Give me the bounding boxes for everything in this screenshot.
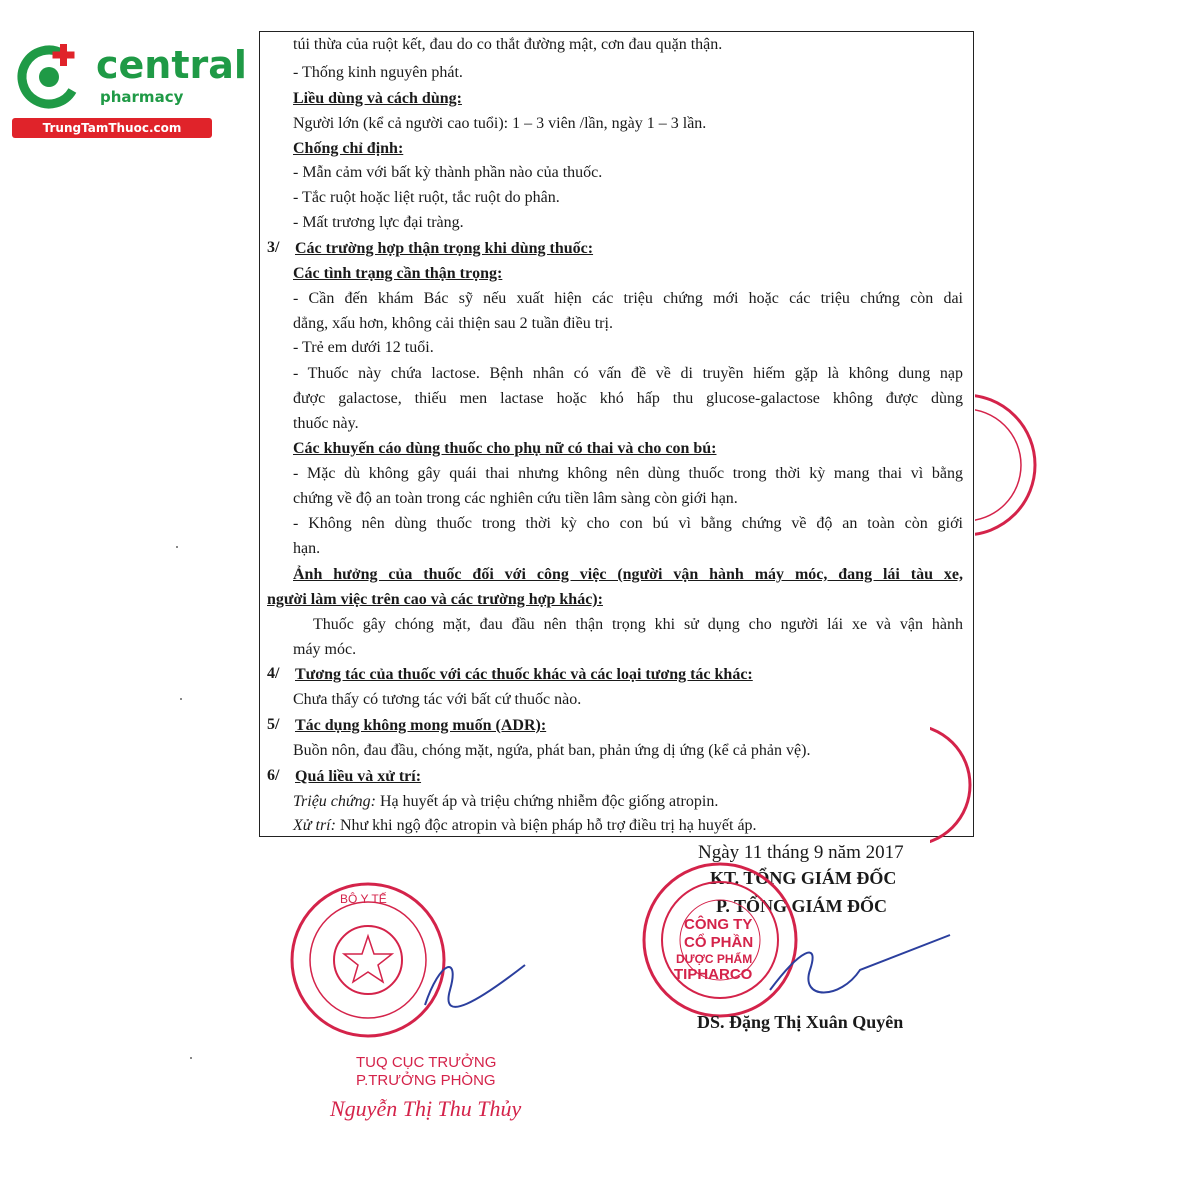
section-heading: Tác dụng không mong muốn (ADR): [295,717,547,734]
logo-name: central [96,43,247,87]
ministry-signer-name: Nguyễn Thị Thu Thủy [330,1096,522,1121]
stamp-text: DƯỢC PHẨM [676,952,753,966]
text-span: Như khi ngộ độc atropin và biện pháp hỗ trợ điều trị hạ huyết áp. [335,817,757,834]
ministry-signature [420,950,530,1020]
ministry-stamp-text: BỘ Y TẾ [340,892,387,906]
partial-stamp-right-top [975,385,1045,545]
scan-speck [180,698,182,700]
signatory-title-2: P. TỔNG GIÁM ĐỐC [716,896,888,916]
text-line: - Mặc dù không gây quái thai nhưng không nên dùng thuốc trong thời kỳ mang thai vì bằng [293,465,963,482]
central-pharmacy-logo [10,38,247,138]
section-number: 3/ [267,239,280,256]
text-line: - Không nên dùng thuốc trong thời kỳ cho con bú vì bằng chứng về độ an toàn còn giới [293,515,963,532]
text-line [293,792,718,812]
text-line [293,816,757,836]
text-line: được galactose, thiếu men lactase hoặc khó hấp thu glucose-galactose không được dùng [293,390,963,407]
signatory-name: DS. Đặng Thị Xuân Quyên [697,1012,904,1032]
subsection-heading: người làm việc trên cao và các trường hợp khác): [267,591,603,608]
subsection-heading: Các tình trạng cần thận trọng: [293,265,503,282]
text-line: Buồn nôn, đau đầu, chóng mặt, ngứa, phát ban, phản ứng dị ứng (kể cả phản vệ). [293,742,811,759]
text-line: - Trẻ em dưới 12 tuổi. [293,339,434,356]
subsection-heading: Ảnh hưởng của thuốc đối với công việc (người vận hành máy móc, đang lái tàu xe, [293,566,963,583]
section-number: 6/ [267,767,280,784]
scan-speck [176,546,178,548]
company-signature [760,930,960,1010]
logo-url[interactable]: TrungTamThuoc.com [12,118,212,138]
text-line: - Thống kinh nguyên phát. [293,64,463,81]
ministry-title-1: TUQ CỤC TRƯỞNG [356,1054,497,1071]
text-line: chứng về độ an toàn trong các nghiên cứu tiền lâm sàng còn giới hạn. [293,490,738,507]
section-number: 5/ [267,716,280,733]
stamp-text: TIPHARCO [674,966,753,983]
signing-date: Ngày 11 tháng 9 năm 2017 [698,842,904,863]
italic-label: Triệu chứng: [293,793,376,810]
text-line: dẳng, xấu hơn, không cải thiện sau 2 tuần điều trị. [293,315,613,332]
section-heading: Chống chỉ định: [293,140,404,157]
stamp-text: CÔNG TY [684,916,753,933]
text-line: - Mất trương lực đại tràng. [293,214,464,231]
ministry-title-2: P.TRƯỞNG PHÒNG [356,1072,496,1089]
text-line: - Mẫn cảm với bất kỳ thành phần nào của thuốc. [293,164,603,181]
text-line: túi thừa của ruột kết, đau do co thắt đường mật, cơn đau quặn thận. [293,36,723,53]
text-line: máy móc. [293,641,357,658]
subsection-heading: Các khuyến cáo dùng thuốc cho phụ nữ có thai và cho con bú: [293,440,717,457]
signatory-title-1: KT. TỔNG GIÁM ĐỐC [710,868,897,888]
section-heading: Quá liều và xử trí: [295,768,422,785]
text-span: Hạ huyết áp và triệu chứng nhiễm độc giống atropin. [375,793,719,810]
scan-speck [190,1057,192,1059]
text-line: - Tắc ruột hoặc liệt ruột, tắc ruột do phân. [293,189,560,206]
text-line: Chưa thấy có tương tác với bất cứ thuốc nào. [293,691,582,708]
section-heading: Tương tác của thuốc với các thuốc khác và các loại tương tác khác: [295,666,753,683]
text-line: - Thuốc này chứa lactose. Bệnh nhân có vấn đề về di truyền hiếm gặp là không dung nạp [293,365,963,382]
logo-subtitle: pharmacy [100,88,184,106]
stamp-text: CỔ PHẦN [684,934,754,951]
pharmacy-cross-icon [14,42,84,112]
text-line: Thuốc gây chóng mặt, đau đầu nên thận trọng khi sử dụng cho người lái xe và vận hành [313,616,963,633]
text-line: hạn. [293,540,321,557]
section-heading: Các trường hợp thận trọng khi dùng thuốc: [295,240,594,257]
italic-label: Xử trí: [293,817,336,834]
section-number: 4/ [267,665,280,682]
section-heading: Liều dùng và cách dùng: [293,90,462,107]
partial-stamp-right-bottom [930,720,980,850]
text-line: thuốc này. [293,415,359,432]
text-line: Người lớn (kể cả người cao tuổi): 1 – 3 viên /lần, ngày 1 – 3 lần. [293,115,707,132]
text-line: - Cần đến khám Bác sỹ nếu xuất hiện các triệu chứng mới hoặc các triệu chứng còn dai [293,290,963,307]
